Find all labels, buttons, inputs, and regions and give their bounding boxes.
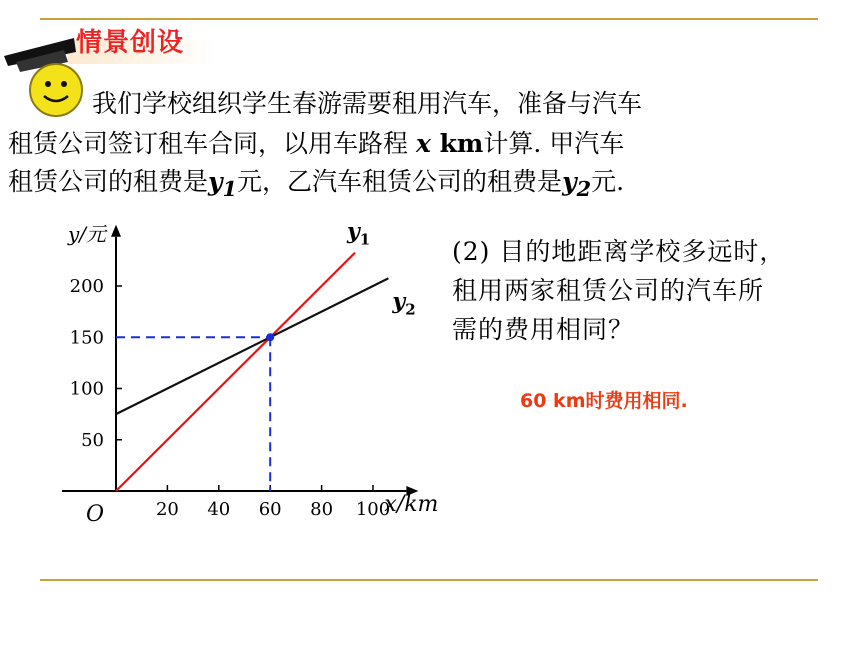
answer-text: 60 km时费用相同.: [520, 390, 688, 412]
top-divider: [40, 18, 818, 20]
intro-line-1: 我们学校组织学生春游需要租用汽车，准备与汽车: [92, 89, 643, 118]
intro-text: 租赁公司的租费是: [8, 167, 209, 196]
series-label-subscript: 2: [405, 300, 416, 319]
variable-x: x: [415, 129, 431, 158]
chart-labels: [67, 219, 438, 527]
y-tick-label: 100: [69, 378, 104, 400]
x-axis-label: x/km: [384, 492, 439, 517]
x-tick-label: 80: [310, 499, 334, 520]
intro-line-3: [8, 162, 624, 201]
variable-y2: y: [562, 167, 577, 196]
question-line-1: (2) 目的地距离学校多远时，: [452, 237, 786, 266]
question-line-2: 租用两家租赁公司的汽车所: [452, 276, 765, 305]
intersection-point: [266, 333, 274, 341]
y-tick-label: 150: [69, 327, 104, 349]
cost-distance-chart: [46, 210, 466, 540]
variable-y1-subscript: 1: [222, 176, 238, 201]
chart-series: [116, 253, 388, 491]
series-line-y1: [116, 253, 355, 491]
series-label-y1: $y_1$: [347, 218, 371, 249]
x-tick-label: 60: [258, 499, 282, 520]
series-line-y2: [116, 278, 388, 414]
series-label-y2: $y_2$: [392, 288, 416, 319]
question-line-3: 需的费用相同？: [452, 315, 635, 344]
chart-axes: [62, 225, 418, 496]
intro-text: 租赁公司签订租车合同，以用车路程: [8, 129, 416, 158]
bottom-divider: [40, 579, 818, 581]
intro-text: 元，乙汽车租赁公司的租费是: [237, 167, 563, 196]
smiley-graduate-icon: [2, 22, 102, 122]
y-axis-label: y/元: [68, 221, 107, 246]
origin-label: O: [86, 502, 105, 527]
intro-text: 元.: [591, 167, 625, 196]
intro-text: 计算. 甲汽车: [483, 129, 625, 158]
slide-title: 情景创设: [76, 28, 185, 58]
y-axis-arrow: [111, 225, 121, 237]
x-tick-label: 40: [207, 499, 231, 520]
x-tick-label: 100: [355, 499, 391, 520]
y-tick-label: 50: [81, 429, 104, 451]
unit-km: km: [430, 129, 484, 158]
variable-y2-subscript: 2: [576, 176, 592, 201]
y-tick-label: 200: [69, 276, 104, 297]
series-label-subscript: 1: [359, 230, 371, 249]
intro-line-2: [8, 124, 624, 160]
variable-y1: y: [208, 167, 223, 196]
x-tick-label: 20: [155, 499, 179, 520]
